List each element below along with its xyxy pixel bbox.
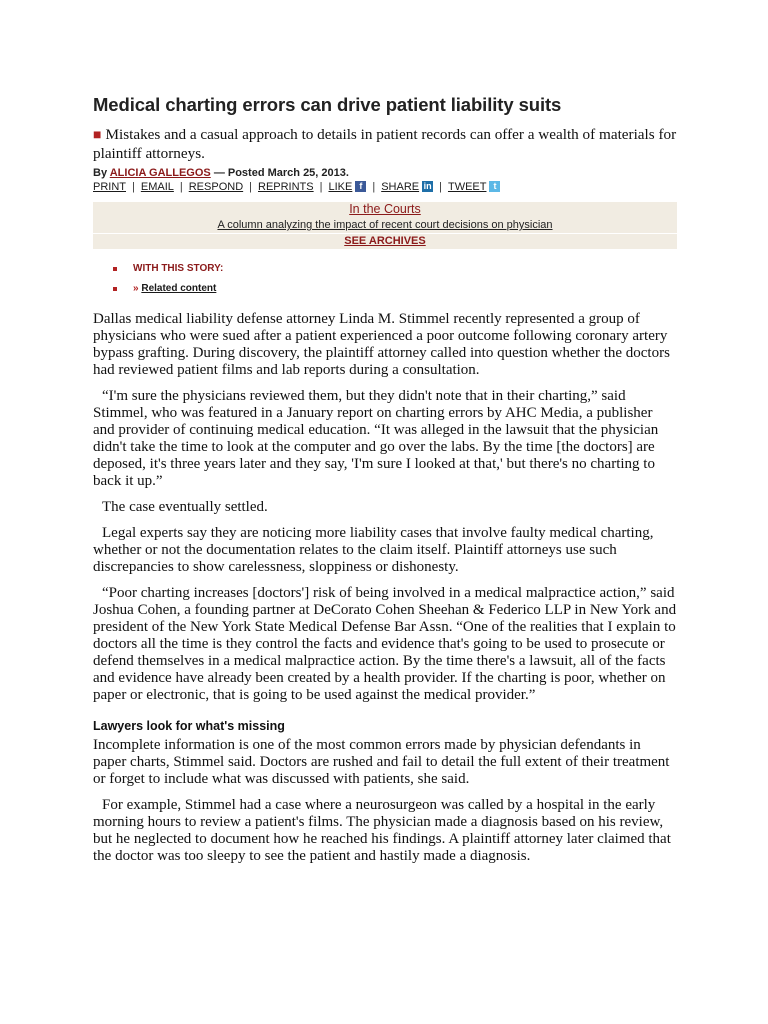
related-content-link[interactable]: Related content xyxy=(141,283,217,294)
body-paragraph: Legal experts say they are noticing more liability cases that involve faulty medical charting, whether or not the documentation relates to the claim itself. Plaintiff attorneys use such discrepancies to show carelessness, sloppiness or dishonesty. xyxy=(93,525,654,575)
see-archives-link[interactable]: SEE ARCHIVES xyxy=(344,235,426,247)
body-paragraph: “Poor charting increases [doctors'] risk of being involved in a medical malpractice action,” said Joshua Cohen, a founding partner at DeCorato Cohen Sheehan & Federico LLP in New York and president of the New York State Medical Defense Bar Assn. “One of the realities that I explain to doctors all the time is they control the facts and evidence that's going to be used to prosecute or defend themselves in a medical malpractice action. By the time there's a lawsuit, all of the facts and evidence have already been created by a health provider. If the charting is poor, whether on paper or electronic, that is going to be used against the medical provider.” xyxy=(93,585,677,703)
column-box xyxy=(93,202,677,249)
column-title xyxy=(93,202,677,218)
raquo-icon: » xyxy=(133,283,139,294)
body-paragraph: The case eventually settled. xyxy=(102,499,268,515)
list-item xyxy=(113,259,677,279)
deck-text: Mistakes and a casual approach to details in patient records can offer a wealth of materials for plaintiff attorneys. xyxy=(93,126,677,162)
email-link[interactable]: EMAIL xyxy=(140,181,174,193)
list-item xyxy=(113,279,677,299)
toolbar-separator: | xyxy=(372,181,376,193)
author-link[interactable]: ALICIA GALLEGOS xyxy=(109,167,211,179)
square-bullet-icon: ■ xyxy=(93,128,102,143)
body-paragraph: Incomplete information is one of the most common errors made by physician defendants in paper charts, Stimmel said. Doctors are rushed and fail to detail the full extent of their treatment or forget to include what was discussed with patients, she said. xyxy=(93,737,670,787)
body-paragraph: “I'm sure the physicians reviewed them, but they didn't note that in their charting,” said Stimmel, who was featured in a January report on charting errors by AHC Media, a publisher and provider of continuing medical education. “It was alleged in the lawsuit that the physician didn't take the time to look at the computer and go over the labs. By the time [the doctors] are deposed, it's three years later and they say, 'I'm sure I looked at that,' but there's no charting to back it up.” xyxy=(93,388,659,489)
column-description-link[interactable]: A column analyzing the impact of recent court decisions on physician xyxy=(217,219,553,231)
body-paragraph: Dallas medical liability defense attorney Linda M. Stimmel recently represented a group of physicians who were sued after a patient experienced a poor outcome following coronary artery bypass grafting. During discovery, the plaintiff attorney called into question whether the doctors had reviewed patient films and lab reports during a consultation. xyxy=(93,311,670,378)
reprints-link[interactable]: REPRINTS xyxy=(258,181,314,193)
byline xyxy=(93,166,677,180)
toolbar-separator: | xyxy=(319,181,323,193)
article-body xyxy=(93,311,677,865)
section-subhead: Lawyers look for what's missing xyxy=(93,719,285,733)
toolbar-separator: | xyxy=(132,181,135,193)
linkedin-icon[interactable]: in xyxy=(423,181,432,191)
toolbar-separator: | xyxy=(439,181,442,193)
archives-row xyxy=(93,233,677,249)
with-this-story-label: WITH THIS STORY: xyxy=(133,263,224,274)
article-toolbar xyxy=(93,180,677,194)
article xyxy=(93,92,677,865)
facebook-icon[interactable]: f xyxy=(355,181,366,192)
body-paragraph: For example, Stimmel had a case where a neurosurgeon was called by a hospital in the early morning hours to review a patient's films. The physician made a diagnosis based on his review, but he neglected to document how he reached his findings. A plaintiff attorney later claimed that the doctor was too sleepy to see the patient and hastily made a diagnosis. xyxy=(93,797,671,864)
respond-link[interactable]: RESPOND xyxy=(188,181,244,193)
column-title-link[interactable]: In the Courts xyxy=(349,202,421,216)
print-link[interactable]: PRINT xyxy=(93,181,126,193)
like-link[interactable]: LIKE xyxy=(328,181,353,193)
posted-date: — Posted March 25, 2013. xyxy=(210,167,349,179)
column-description xyxy=(93,218,677,233)
deck xyxy=(93,126,677,163)
twitter-icon[interactable]: t xyxy=(489,181,500,192)
tweet-link[interactable]: TWEET xyxy=(447,181,487,193)
related-list xyxy=(113,259,677,299)
share-link[interactable]: SHARE xyxy=(381,181,420,193)
byline-prefix: By xyxy=(93,167,108,179)
toolbar-separator: | xyxy=(249,181,252,193)
headline: Medical charting errors can drive patient liability suits xyxy=(93,94,562,115)
toolbar-separator: | xyxy=(179,181,183,193)
